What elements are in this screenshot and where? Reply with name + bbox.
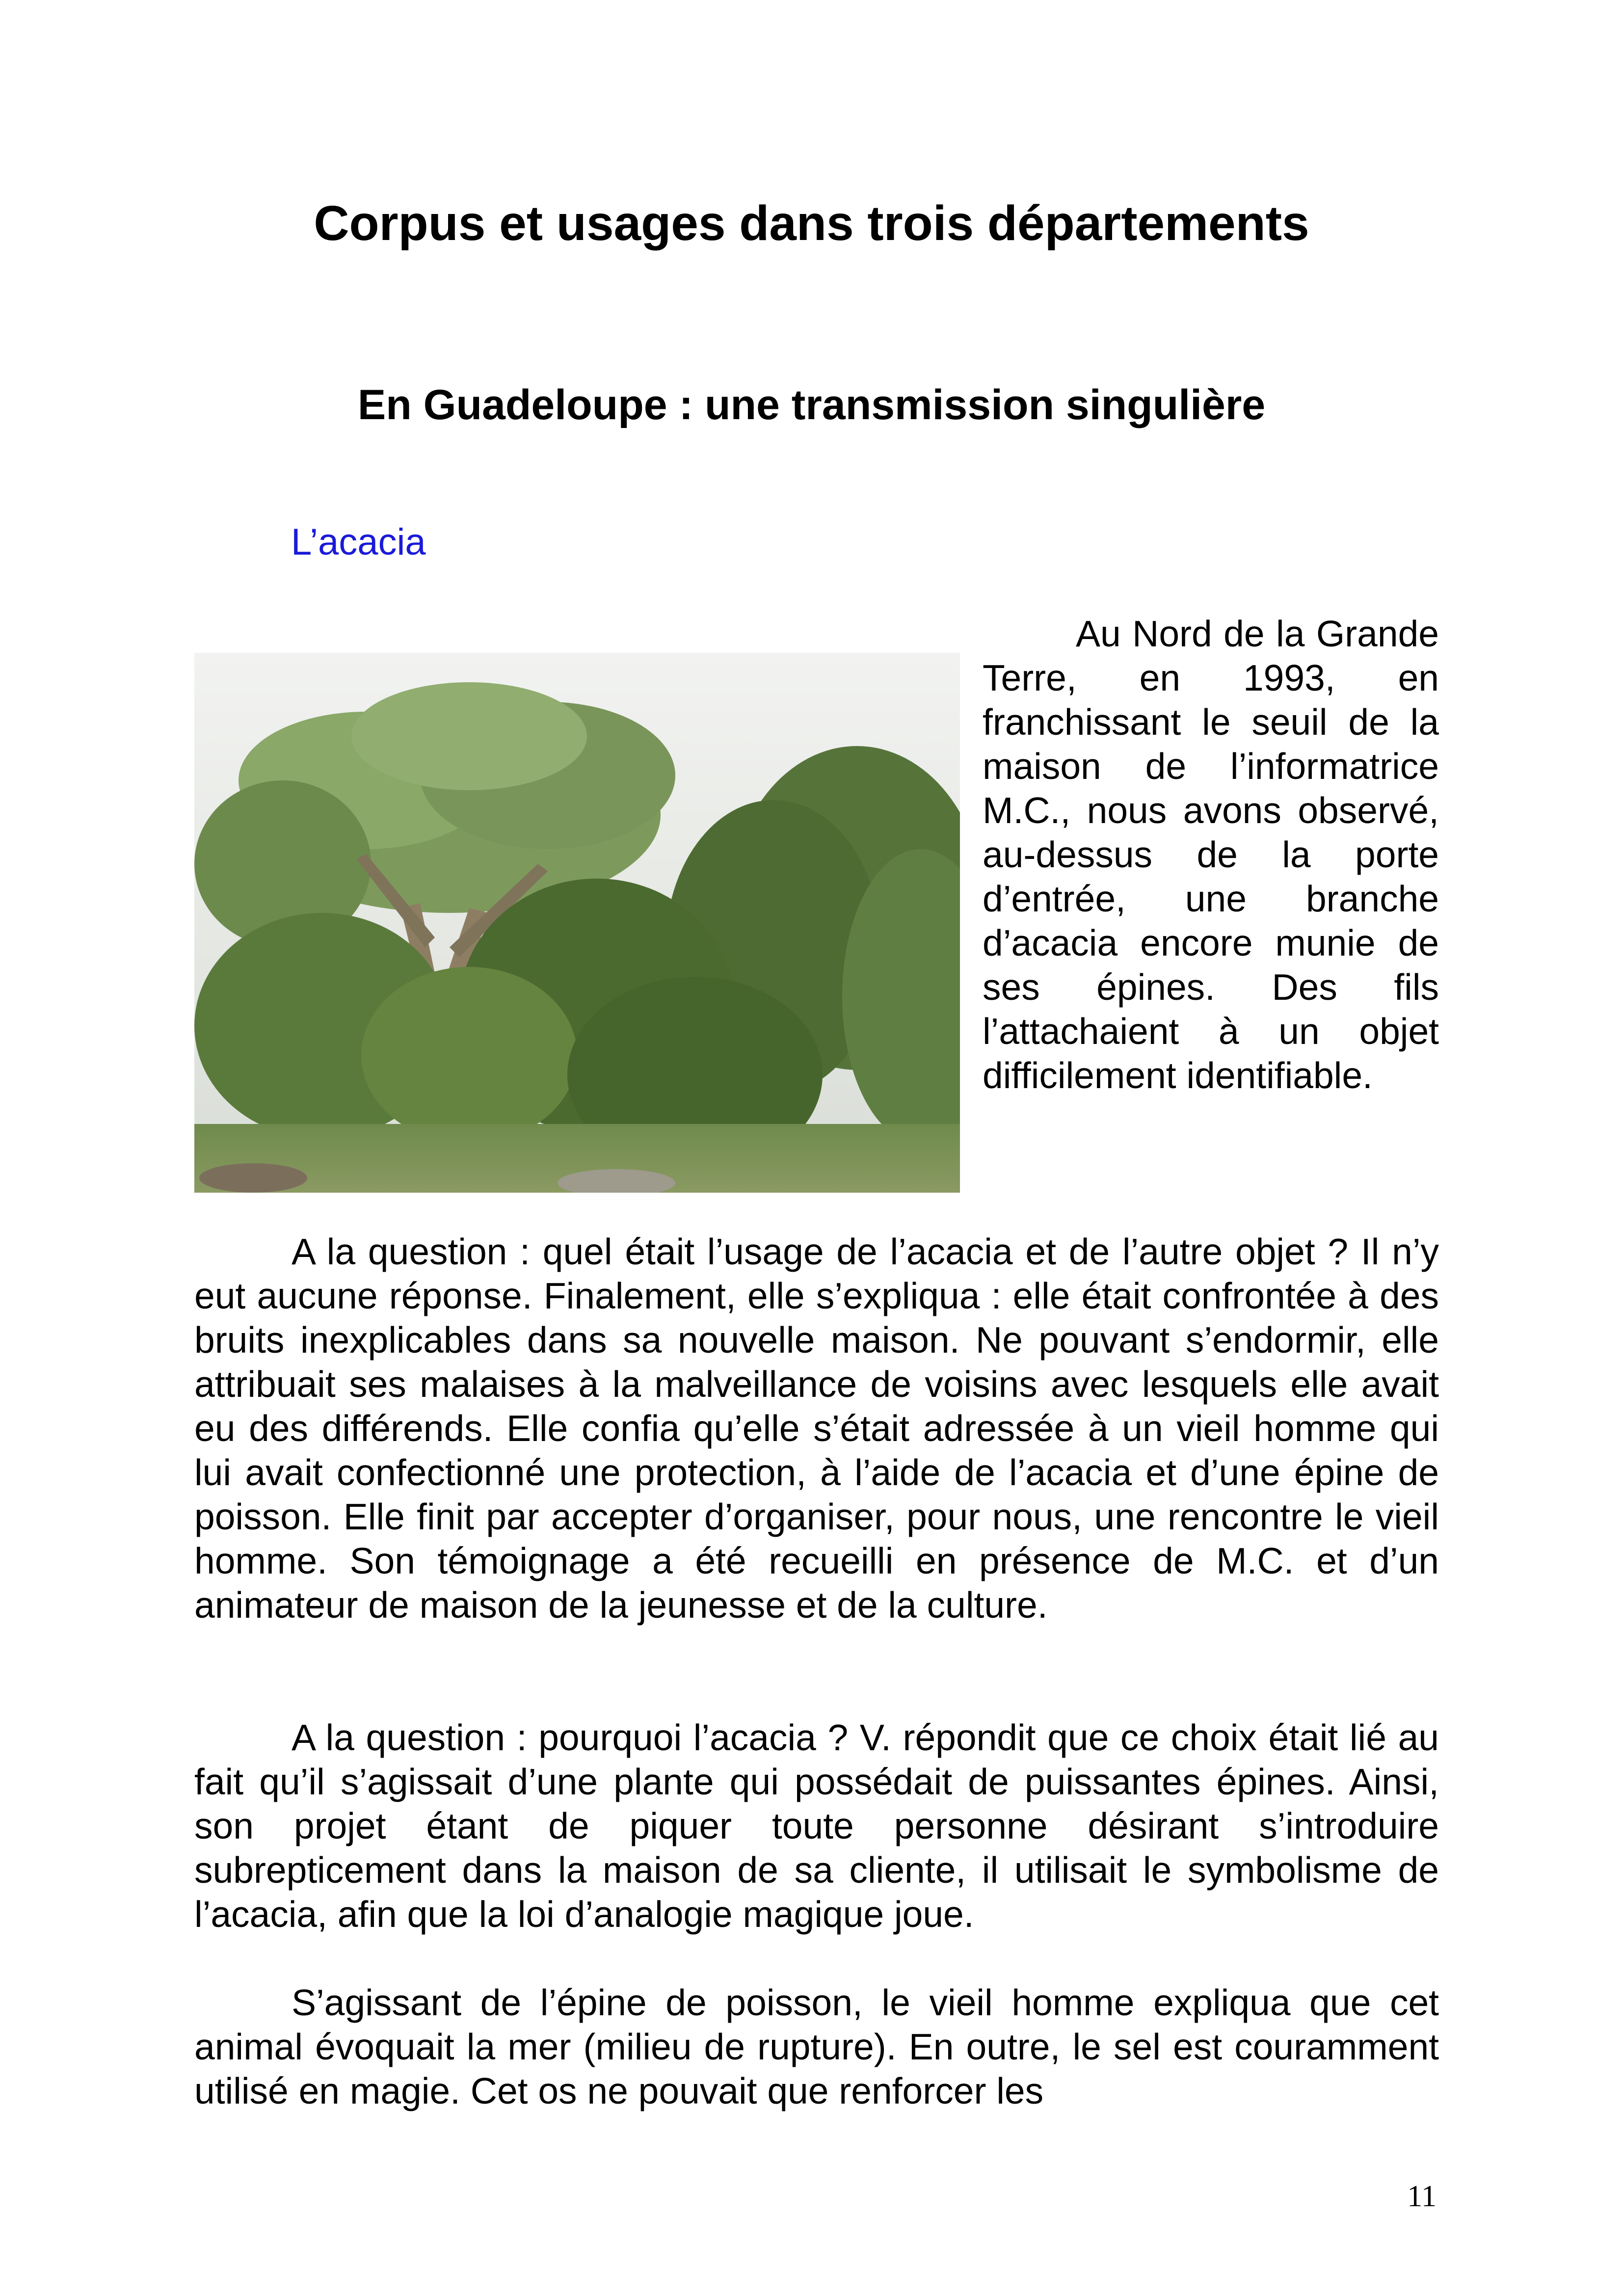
paragraph: A la question : pourquoi l’acacia ? V. répondit que ce choix était lié au fait qu’il s’agissait d’une plante qui possédait de puissantes épines. Ainsi, son projet étant de piquer toute personne désirant s’introduire subrepticement dans la maison de sa cliente, il utilisait le symbolisme de l’acacia, afin que la loi d’analogie magique joue. bbox=[194, 1717, 1439, 1935]
page-number: 11 bbox=[1407, 2180, 1437, 2213]
paragraph: S’agissant de l’épine de poisson, le vieil homme expliqua que cet animal évoquait la mer (milieu de rupture). En outre, le sel est couramment utilisé en magie. Cet os ne pouvait que renforcer les bbox=[194, 1982, 1439, 2111]
intro-paragraph-text: Au Nord de la Grande Terre, en 1993, en franchissant le seuil de la maison de l’informatrice M.C., nous avons observé, au-dessus de la porte d’entrée, une branche d’acacia encore munie de ses épines. Des fils l’attachaient à un objet difficilement identifiable. bbox=[983, 613, 1439, 1096]
paragraph: A la question : quel était l’usage de l’acacia et de l’autre objet ? Il n’y eut aucune réponse. Finalement, elle s’expliqua : elle était confrontée à des bruits inexplicables dans sa nouvelle maison. Ne pouvant s’endormir, elle attribuait ses malaises à la malveillance de voisins avec lesquels elle avait eu des différends. Elle confia qu’elle s’était adressée à un vieil homme qui lui avait confectionné une protection, à l’aide de l’acacia et d’une épine de poisson. Elle finit par accepter d’organiser, pour nous, une rencontre le vieil homme. Son témoignage a été recueilli en présence de M.C. et d’un animateur de maison de la jeunesse et de la culture. bbox=[194, 1231, 1439, 1626]
acacia-tree-photo bbox=[194, 653, 960, 1193]
section-label: L’acacia bbox=[291, 521, 426, 563]
page-title: Corpus et usages dans trois départements bbox=[314, 196, 1309, 251]
section-subtitle: En Guadeloupe : une transmission singulière bbox=[357, 381, 1266, 428]
intro-paragraph bbox=[983, 612, 1439, 1097]
